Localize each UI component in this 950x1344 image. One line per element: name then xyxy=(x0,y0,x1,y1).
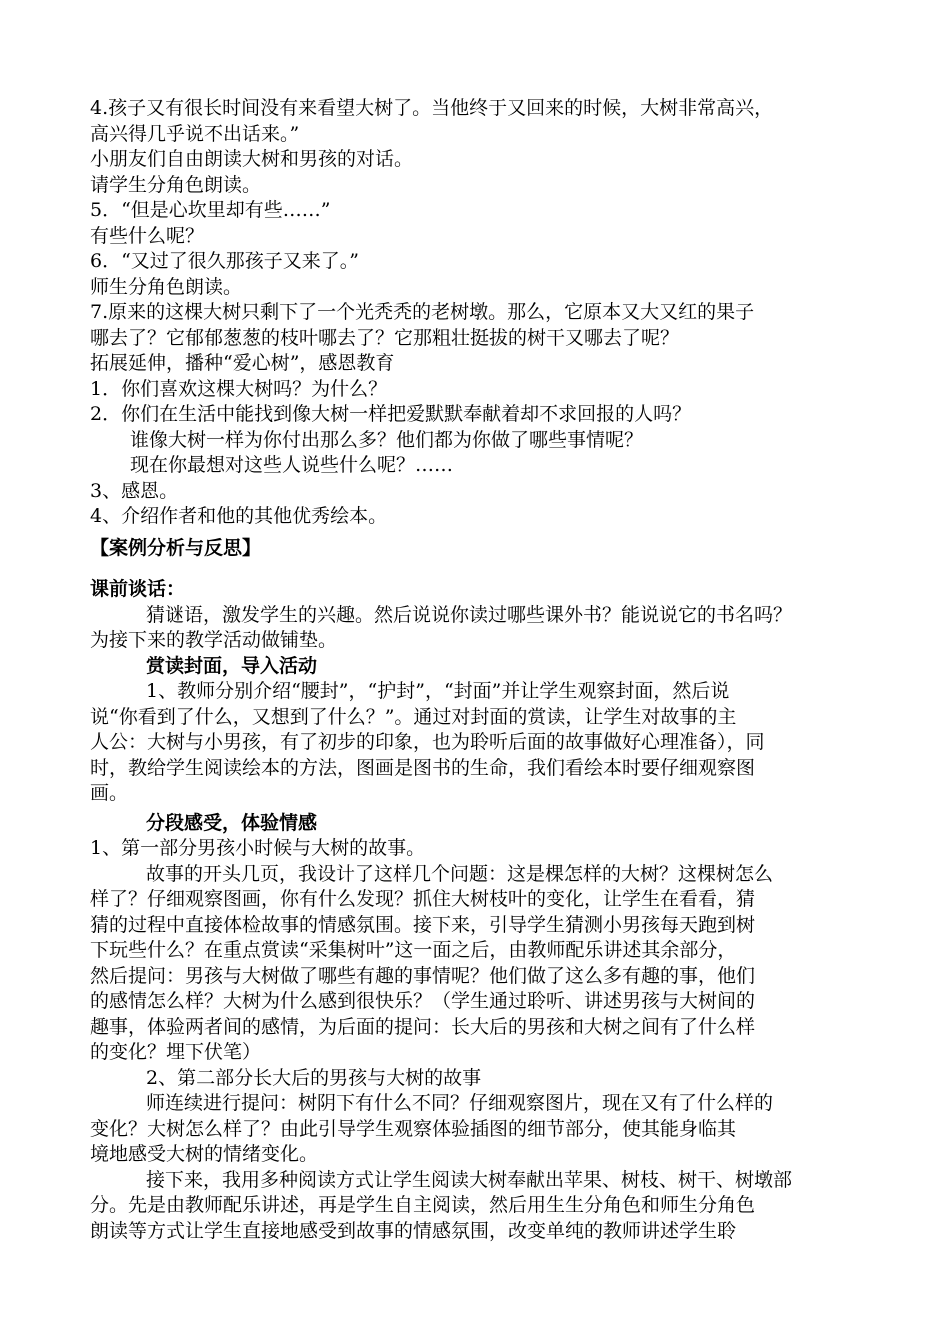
text-line: 猜的过程中直接体检故事的情感氛围。接下来，引导学生猜测小男孩每天跑到树 xyxy=(90,913,756,936)
text-line: 哪去了？它郁郁葱葱的枝叶哪去了？它那粗壮挺拔的树干又哪去了呢？ xyxy=(90,326,680,349)
text-line: 样了？仔细观察图画，你有什么发现？抓住大树枝叶的变化，让学生在看看，猜 xyxy=(90,888,756,910)
text-line: 1、第一部分男孩小时候与大树的故事。 xyxy=(90,837,426,859)
text-line: 高兴得几乎说不出话来。” xyxy=(90,122,300,145)
text-line: 现在你最想对这些人说些什么呢？…… xyxy=(130,454,454,476)
subsection-heading: 分段感受，体验情感 xyxy=(146,811,318,834)
text-line: 2．你们在生活中能找到像大树一样把爱默默奉献着却不求回报的人吗？ xyxy=(90,403,692,425)
text-line: 境地感受大树的情绪变化。 xyxy=(90,1143,319,1165)
text-line: 请学生分角色朗读。 xyxy=(90,173,262,196)
text-line: 朗读等方式让学生直接地感受到故事的情感氛围，改变单纯的教师讲述学生聆 xyxy=(90,1219,737,1242)
text-line: 变化？大树怎么样了？由此引导学生观察体验插图的细节部分，使其能身临其 xyxy=(90,1117,737,1140)
text-line: 故事的开头几页，我设计了这样几个问题：这是棵怎样的大树？这棵树怎么 xyxy=(146,862,774,885)
text-line: 的感情怎么样？大树为什么感到很快乐？（学生通过聆听、讲述男孩与大树间的 xyxy=(90,990,756,1012)
text-line: 画。 xyxy=(90,782,129,804)
text-line: 下玩些什么？在重点赏读“采集树叶”这一面之后，由教师配乐讲述其余部分， xyxy=(90,939,737,961)
text-line: 趣事，体验两者间的感情，为后面的提问：长大后的男孩和大树之间有了什么样 xyxy=(90,1015,756,1038)
text-line: 师生分角色朗读。 xyxy=(90,275,243,298)
text-line: 4、介绍作者和他的其他优秀绘本。 xyxy=(90,505,388,527)
text-line: 2、第二部分长大后的男孩与大树的故事 xyxy=(146,1066,482,1089)
text-line: 的变化？埋下伏笔） xyxy=(90,1041,262,1063)
text-line: 1．你们喜欢这棵大树吗？为什么？ xyxy=(90,377,388,400)
text-line: 分。先是由教师配乐讲述，再是学生自主阅读，然后用生生分角色和师生分角色 xyxy=(90,1194,756,1216)
document-body xyxy=(90,96,890,1244)
text-line: 猜谜语，激发学生的兴趣。然后说说你读过哪些课外书？能说说它的书名吗？ xyxy=(146,603,793,626)
text-line: 1、教师分别介绍“腰封”，“护封”，“封面”并让学生观察封面，然后说 xyxy=(146,680,730,702)
text-line: 师连续进行提问：树阴下有什么不同？仔细观察图片，现在又有了什么样的 xyxy=(146,1092,774,1114)
text-line: 说“你看到了什么，又想到了什么？”。通过对封面的赏读，让学生对故事的主 xyxy=(90,705,737,728)
text-line: 接下来，我用多种阅读方式让学生阅读大树奉献出苹果、树枝、树干、树墩部 xyxy=(146,1168,793,1191)
text-line: 然后提问：男孩与大树做了哪些有趣的事情呢？他们做了这么多有趣的事，他们 xyxy=(90,964,756,987)
subsection-heading: 赏读封面，导入活动 xyxy=(146,654,318,677)
text-line: 为接下来的教学活动做铺垫。 xyxy=(90,629,338,651)
text-line: 3、感恩。 xyxy=(90,479,179,502)
text-line: 小朋友们自由朗读大树和男孩的对话。 xyxy=(90,148,414,170)
text-line: 时，教给学生阅读绘本的方法，图画是图书的生命，我们看绘本时要仔细观察图 xyxy=(90,756,756,779)
section-heading: 【案例分析与反思】 xyxy=(90,536,262,559)
text-line: 谁像大树一样为你付出那么多？他们都为你做了哪些事情呢？ xyxy=(130,428,644,451)
text-line: 5．“但是心坎里却有些……” xyxy=(90,199,331,221)
text-line: 拓展延伸，播种“爱心树”，感恩教育 xyxy=(90,352,395,374)
subsection-heading: 课前谈话： xyxy=(90,578,186,600)
text-line: 6．“又过了很久那孩子又来了。” xyxy=(90,250,360,272)
text-line: 4.孩子又有很长时间没有来看望大树了。当他终于又回来的时候，大树非常高兴， xyxy=(90,97,774,119)
text-line: 7.原来的这棵大树只剩下了一个光秃秃的老树墩。那么，它原本又大又红的果子 xyxy=(90,301,755,323)
text-line: 人公：大树与小男孩，有了初步的印象，也为聆听后面的故事做好心理准备），同 xyxy=(90,731,765,753)
text-line: 有些什么呢？ xyxy=(90,224,205,247)
